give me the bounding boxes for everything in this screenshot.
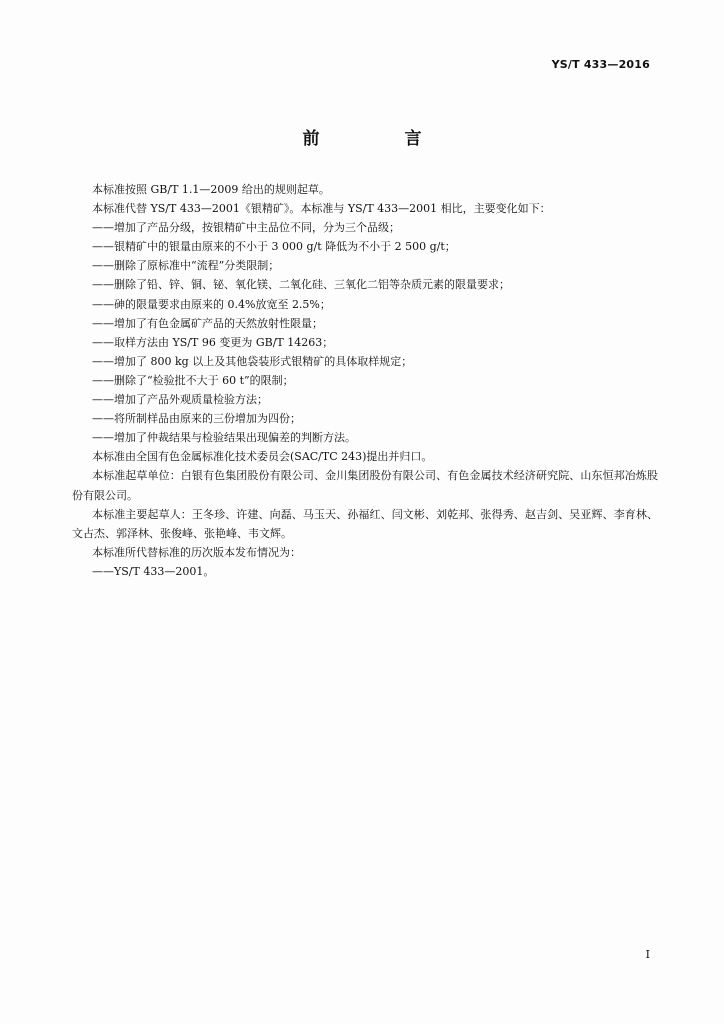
change-item: ——删除了原标准中“流程”分类限制； (92, 259, 280, 273)
paragraph-drafters: 本标准主要起草人：王冬珍、许建、向磊、马玉天、孙福红、闫文彬、刘乾邦、张得秀、赵吉剑、吴亚辉、李育林、文占杰、郭泽林、张俊峰、张艳峰、韦文辉。 (72, 507, 658, 540)
change-item: ——砷的限量要求由原来的 0.4%放宽至 2.5%； (92, 297, 331, 311)
change-item: ——取样方法由 YS/T 96 变更为 GB/T 14263； (92, 335, 334, 349)
paragraph-proposer: 本标准由全国有色金属标准化技术委员会(SAC/TC 243)提出并归口。 (92, 450, 433, 464)
change-item: ——增加了产品外观质量检验方法； (92, 393, 268, 407)
change-item: ——增加了仲裁结果与检验结果出现偏差的判断方法。 (92, 431, 356, 445)
change-item: ——增加了产品分级，按银精矿中主品位不同，分为三个品级； (92, 221, 400, 235)
foreword-body (72, 180, 658, 581)
document-code: YS/T 433—2016 (551, 58, 650, 71)
change-item: ——删除了“检验批不大于 60 t”的限制； (92, 373, 294, 387)
change-item: ——删除了铅、锌、铜、铋、氧化镁、二氧化硅、三氧化二铝等杂质元素的限量要求； (92, 278, 510, 292)
change-item: ——增加了有色金属矿产品的天然放射性限量； (92, 316, 323, 330)
paragraph-previous-editions: 本标准所代替标准的历次版本发布情况为： (92, 545, 301, 559)
previous-edition-item: ——YS/T 433—2001。 (92, 564, 215, 578)
paragraph-drafting-units: 本标准起草单位：白银有色集团股份有限公司、金川集团股份有限公司、有色金属技术经济研究院、山东恒邦冶炼股份有限公司。 (72, 469, 658, 502)
section-title: 前 言 (302, 129, 456, 149)
change-item: ——将所制样品由原来的三份增加为四份； (92, 412, 301, 426)
change-item: ——银精矿中的银量由原来的不小于 3 000 g/t 降低为不小于 2 500 g/t； (92, 240, 456, 254)
paragraph-replacement: 本标准代替 YS/T 433—2001《银精矿》。本标准与 YS/T 433—2001 相比，主要变化如下： (92, 202, 551, 216)
page-number: I (645, 948, 650, 961)
paragraph-drafting-rule: 本标准按照 GB/T 1.1—2009 给出的规则起草。 (92, 183, 330, 196)
change-item: ——增加了 800 kg 以上及其他袋装形式银精矿的具体取样规定； (92, 354, 413, 368)
